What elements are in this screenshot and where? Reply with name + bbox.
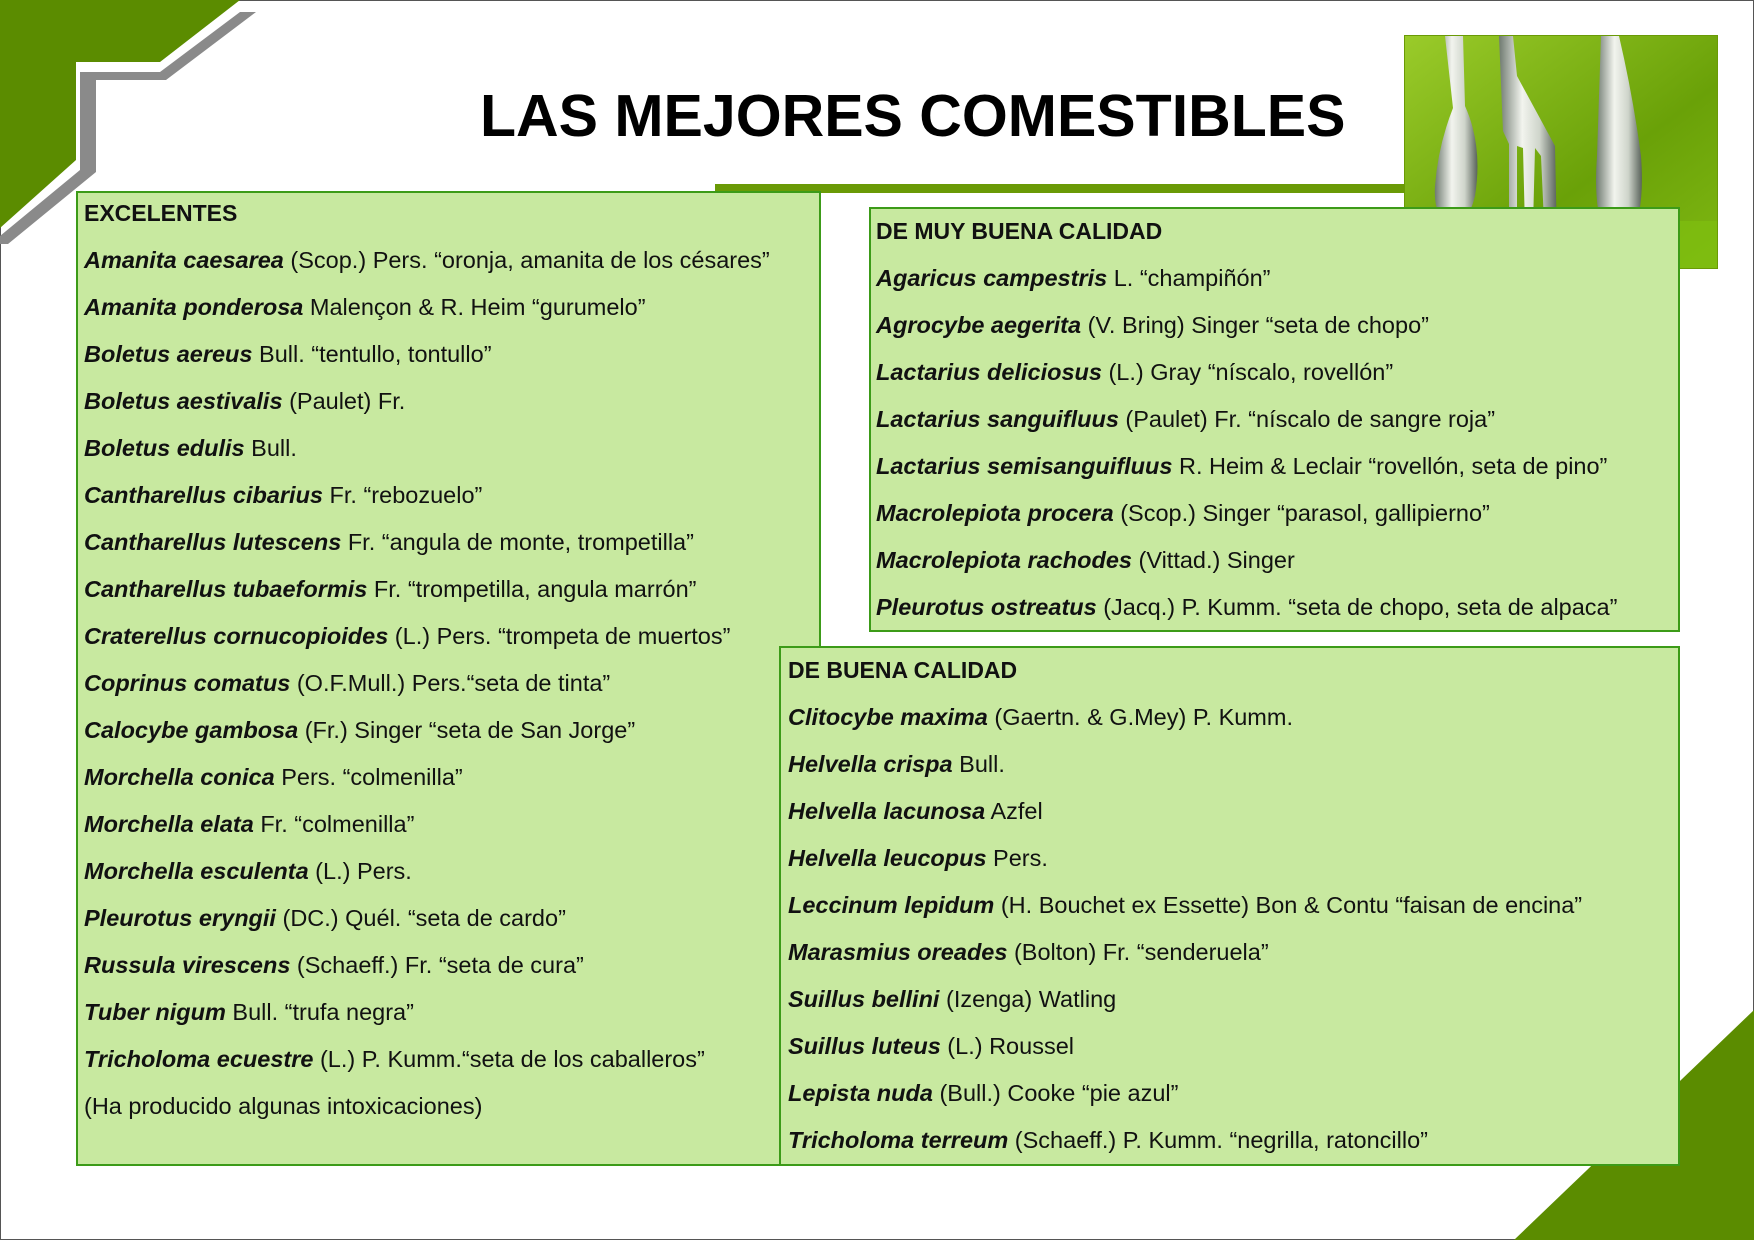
list-item — [84, 566, 770, 613]
list-item — [84, 472, 770, 519]
species-detail: (Jacq.) P. Kumm. “seta de chopo, seta de alpaca” — [1096, 594, 1618, 620]
species-detail: Pers. — [986, 845, 1048, 871]
species-name: Suillus bellini — [788, 986, 940, 1012]
species-name: Morchella elata — [84, 811, 254, 837]
species-name: Lactarius sanguifluus — [876, 406, 1119, 432]
species-name: Lactarius semisanguifluus — [876, 453, 1173, 479]
species-name: Calocybe gambosa — [84, 717, 299, 743]
species-detail: (L.) Gray “níscalo, rovellón” — [1101, 359, 1394, 385]
species-detail: (Scop.) Singer “parasol, gallipierno” — [1113, 500, 1490, 526]
list-item — [84, 237, 770, 284]
list-item — [84, 707, 770, 754]
species-name: Helvella crispa — [788, 751, 953, 777]
species-name: Tricholoma terreum — [788, 1127, 1009, 1153]
list-item — [788, 1023, 1582, 1070]
species-name: Morchella esculenta — [84, 858, 309, 884]
page-title: LAS MEJORES COMESTIBLES — [480, 83, 1346, 149]
species-name: Cantharellus tubaeformis — [84, 576, 368, 602]
list-item — [84, 848, 770, 895]
species-name: Coprinus comatus — [84, 670, 291, 696]
species-detail: (Gaertn. & G.Mey) P. Kumm. — [987, 704, 1293, 730]
species-detail: (Vittad.) Singer — [1131, 547, 1295, 573]
species-name: Tuber nigum — [84, 999, 226, 1025]
list-item — [876, 255, 1617, 302]
species-name: Clitocybe maxima — [788, 704, 988, 730]
species-name: Craterellus cornucopioides — [84, 623, 389, 649]
list-item — [84, 754, 770, 801]
species-detail: Pers. “colmenilla” — [274, 764, 463, 790]
species-name: Agrocybe aegerita — [876, 312, 1082, 338]
species-detail: (Schaeff.) P. Kumm. “negrilla, ratoncillo” — [1008, 1127, 1428, 1153]
species-name: Cantharellus lutescens — [84, 529, 342, 555]
species-detail: R. Heim & Leclair “rovellón, seta de pino” — [1172, 453, 1608, 479]
species-detail: Bull. — [952, 751, 1005, 777]
species-name: Cantharellus cibarius — [84, 482, 323, 508]
species-detail: (Paulet) Fr. — [282, 388, 406, 414]
species-name: Lepista nuda — [788, 1080, 933, 1106]
list-item — [788, 976, 1582, 1023]
list-item — [788, 1117, 1582, 1164]
species-name: Marasmius oreades — [788, 939, 1008, 965]
list-item — [84, 660, 770, 707]
species-name: Macrolepiota procera — [876, 500, 1114, 526]
species-detail: (DC.) Quél. “seta de cardo” — [275, 905, 566, 931]
list-item — [788, 835, 1582, 882]
species-name: Lactarius deliciosus — [876, 359, 1102, 385]
species-detail: (L.) Pers. “trompeta de muertos” — [388, 623, 731, 649]
excelentes-note: (Ha producido algunas intoxicaciones) — [84, 1093, 483, 1119]
species-detail: (Izenga) Watling — [939, 986, 1117, 1012]
species-name: Pleurotus eryngii — [84, 905, 276, 931]
species-name: Agaricus campestris — [876, 265, 1108, 291]
list-item — [876, 490, 1617, 537]
species-name: Helvella lacunosa — [788, 798, 986, 824]
species-detail: (L.) Roussel — [940, 1033, 1074, 1059]
species-detail: Malençon & R. Heim “gurumelo” — [303, 294, 646, 320]
list-item — [84, 425, 770, 472]
species-detail: (H. Bouchet ex Essette) Bon & Contu “faisan de encina” — [994, 892, 1583, 918]
list-item — [84, 942, 770, 989]
list-item — [84, 519, 770, 566]
list-item — [876, 443, 1617, 490]
species-detail: Bull. “tentullo, tontullo” — [252, 341, 492, 367]
species-detail: (Scop.) Pers. “oronja, amanita de los césares” — [283, 247, 770, 273]
list-item — [788, 694, 1582, 741]
species-detail: Bull. “trufa negra” — [225, 999, 414, 1025]
species-detail: Fr. “trompetilla, angula marrón” — [367, 576, 697, 602]
species-detail: Azfel — [985, 798, 1043, 824]
list-item — [84, 801, 770, 848]
list-item — [876, 396, 1617, 443]
muy-buena-calidad-heading: DE MUY BUENA CALIDAD — [876, 218, 1163, 244]
list-item — [788, 1070, 1582, 1117]
species-name: Amanita caesarea — [84, 247, 284, 273]
list-item — [788, 741, 1582, 788]
species-detail: (Paulet) Fr. “níscalo de sangre roja” — [1118, 406, 1496, 432]
list-item — [876, 302, 1617, 349]
species-name: Boletus aestivalis — [84, 388, 283, 414]
species-detail: (L.) P. Kumm.“seta de los caballeros” — [313, 1046, 705, 1072]
excelentes-list — [84, 190, 770, 1130]
list-item — [876, 537, 1617, 584]
species-detail: (V. Bring) Singer “seta de chopo” — [1081, 312, 1429, 338]
buena-calidad-heading: DE BUENA CALIDAD — [788, 657, 1018, 683]
species-name: Boletus edulis — [84, 435, 245, 461]
species-name: Helvella leucopus — [788, 845, 987, 871]
list-item — [84, 331, 770, 378]
buena-calidad-list — [788, 647, 1582, 1164]
list-item — [84, 613, 770, 660]
list-item — [84, 284, 770, 331]
species-detail: (Schaeff.) Fr. “seta de cura” — [290, 952, 584, 978]
species-name: Boletus aereus — [84, 341, 253, 367]
species-detail: Bull. — [244, 435, 297, 461]
list-item — [788, 882, 1582, 929]
list-item — [84, 895, 770, 942]
species-name: Tricholoma ecuestre — [84, 1046, 314, 1072]
list-item — [84, 1036, 770, 1083]
list-item — [876, 349, 1617, 396]
species-name: Russula virescens — [84, 952, 291, 978]
muy-buena-calidad-list — [876, 208, 1617, 631]
list-item — [788, 929, 1582, 976]
list-item — [788, 788, 1582, 835]
species-name: Morchella conica — [84, 764, 275, 790]
species-name: Amanita ponderosa — [84, 294, 304, 320]
species-name: Suillus luteus — [788, 1033, 941, 1059]
species-name: Pleurotus ostreatus — [876, 594, 1097, 620]
species-detail: (Bull.) Cooke “pie azul” — [932, 1080, 1179, 1106]
species-name: Macrolepiota rachodes — [876, 547, 1132, 573]
list-item — [876, 584, 1617, 631]
species-detail: (L.) Pers. — [308, 858, 412, 884]
species-detail: L. “champiñón” — [1107, 265, 1271, 291]
species-detail: (Fr.) Singer “seta de San Jorge” — [298, 717, 636, 743]
list-item — [84, 378, 770, 425]
species-detail: (O.F.Mull.) Pers.“seta de tinta” — [290, 670, 611, 696]
species-detail: Fr. “colmenilla” — [253, 811, 415, 837]
list-item — [84, 989, 770, 1036]
species-detail: Fr. “angula de monte, trompetilla” — [341, 529, 694, 555]
species-name: Leccinum lepidum — [788, 892, 995, 918]
excelentes-heading: EXCELENTES — [84, 200, 238, 226]
species-detail: (Bolton) Fr. “senderuela” — [1007, 939, 1269, 965]
species-detail: Fr. “rebozuelo” — [323, 482, 483, 508]
